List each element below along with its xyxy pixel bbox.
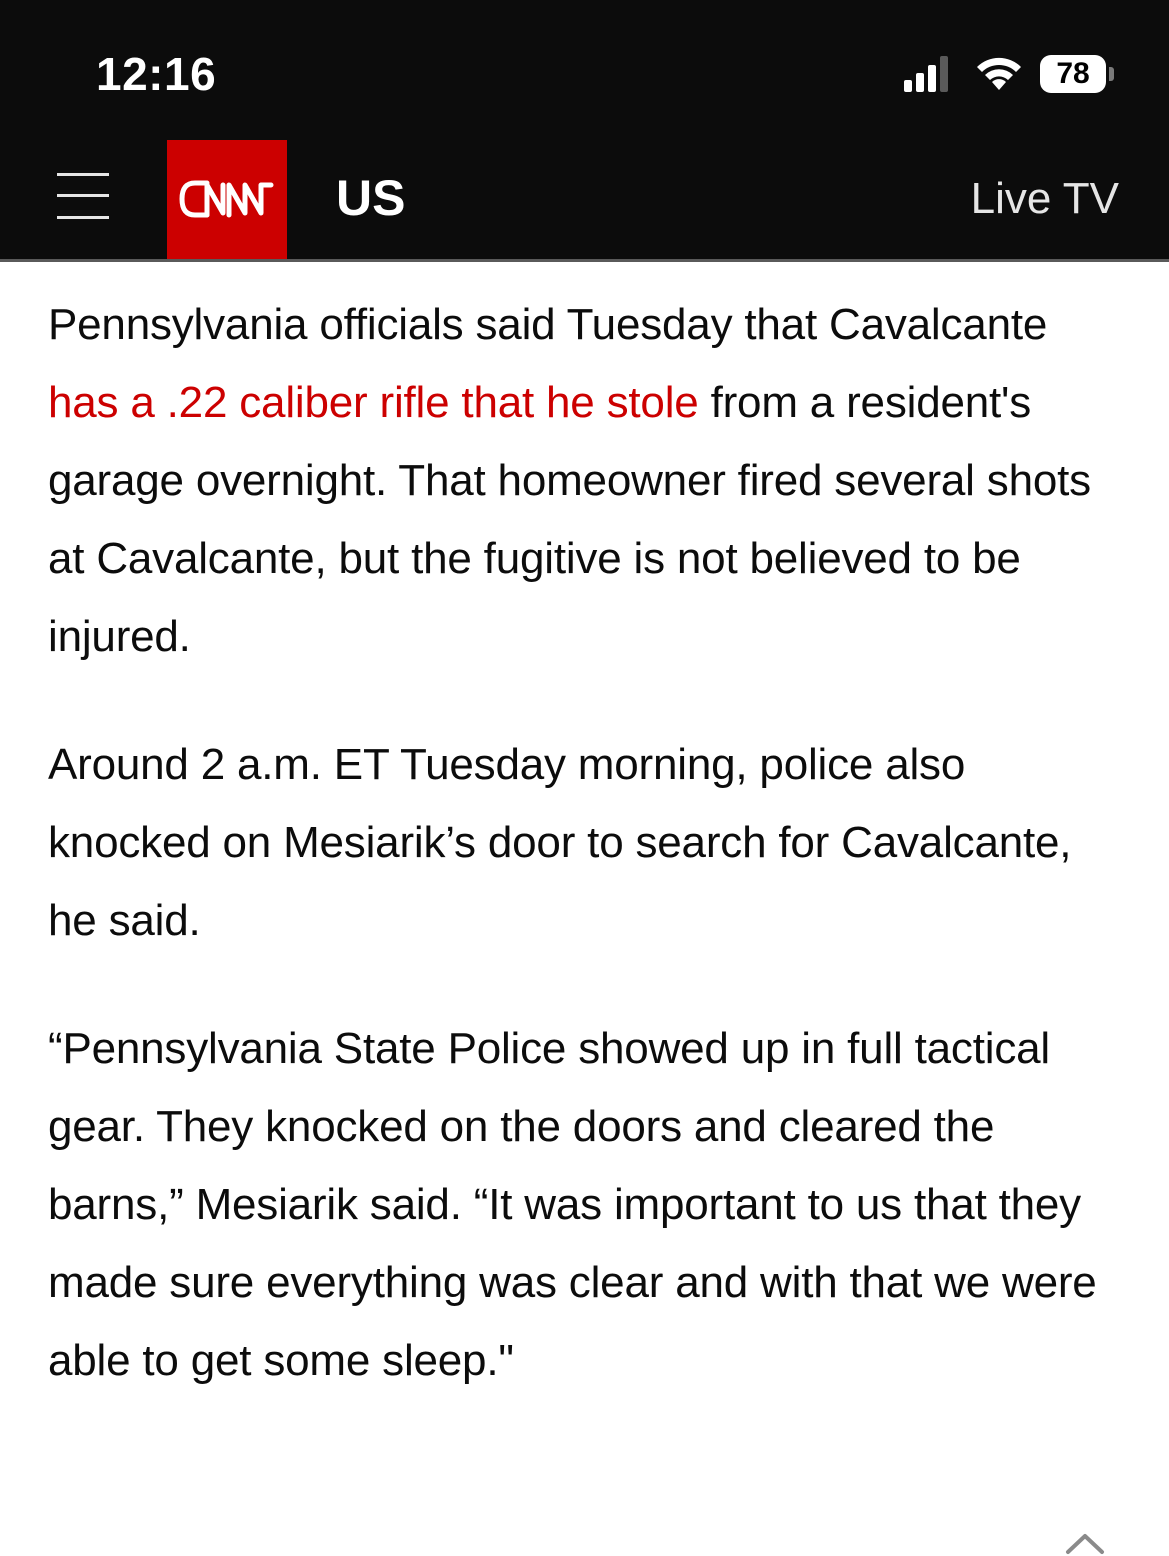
section-title[interactable]: US xyxy=(336,170,406,226)
article-paragraph-1 xyxy=(48,286,1128,676)
paragraph-1-text-after: from a resident's garage overnight. That homeowner fired several shots at Cavalcante, but the fugitive is not believed to be injured. xyxy=(48,378,1091,661)
scroll-to-top-icon[interactable] xyxy=(1062,1526,1108,1556)
article-paragraph-2: Around 2 a.m. ET Tuesday morning, police also knocked on Mesiarik’s door to search for Cavalcante, he said. xyxy=(48,740,1072,945)
paragraph-1-text-before: Pennsylvania officials said Tuesday that Cavalcante xyxy=(48,300,1048,349)
wifi-icon xyxy=(972,52,1026,92)
battery-level: 78 xyxy=(1056,57,1090,90)
nav-divider xyxy=(0,259,1169,262)
status-time: 12:16 xyxy=(96,48,217,100)
status-bar xyxy=(0,0,1169,140)
cnn-logo-wordmark xyxy=(177,176,277,222)
article-body xyxy=(48,286,1128,1450)
signal-icon xyxy=(904,56,954,92)
live-tv-link[interactable]: Live TV xyxy=(970,174,1119,223)
rifle-story-link[interactable]: has a .22 caliber rifle that he stole xyxy=(48,378,699,427)
hamburger-menu-icon[interactable] xyxy=(57,171,109,221)
battery-icon xyxy=(1040,55,1106,93)
article-paragraph-3: “Pennsylvania State Police showed up in full tactical gear. They knocked on the doors and cleared the barns,” Mesiarik said. “It was important to us that they made sure everything was clear and with that we were able to get some sleep." xyxy=(48,1024,1097,1385)
battery-nub xyxy=(1109,67,1114,81)
cnn-logo[interactable] xyxy=(167,140,287,259)
